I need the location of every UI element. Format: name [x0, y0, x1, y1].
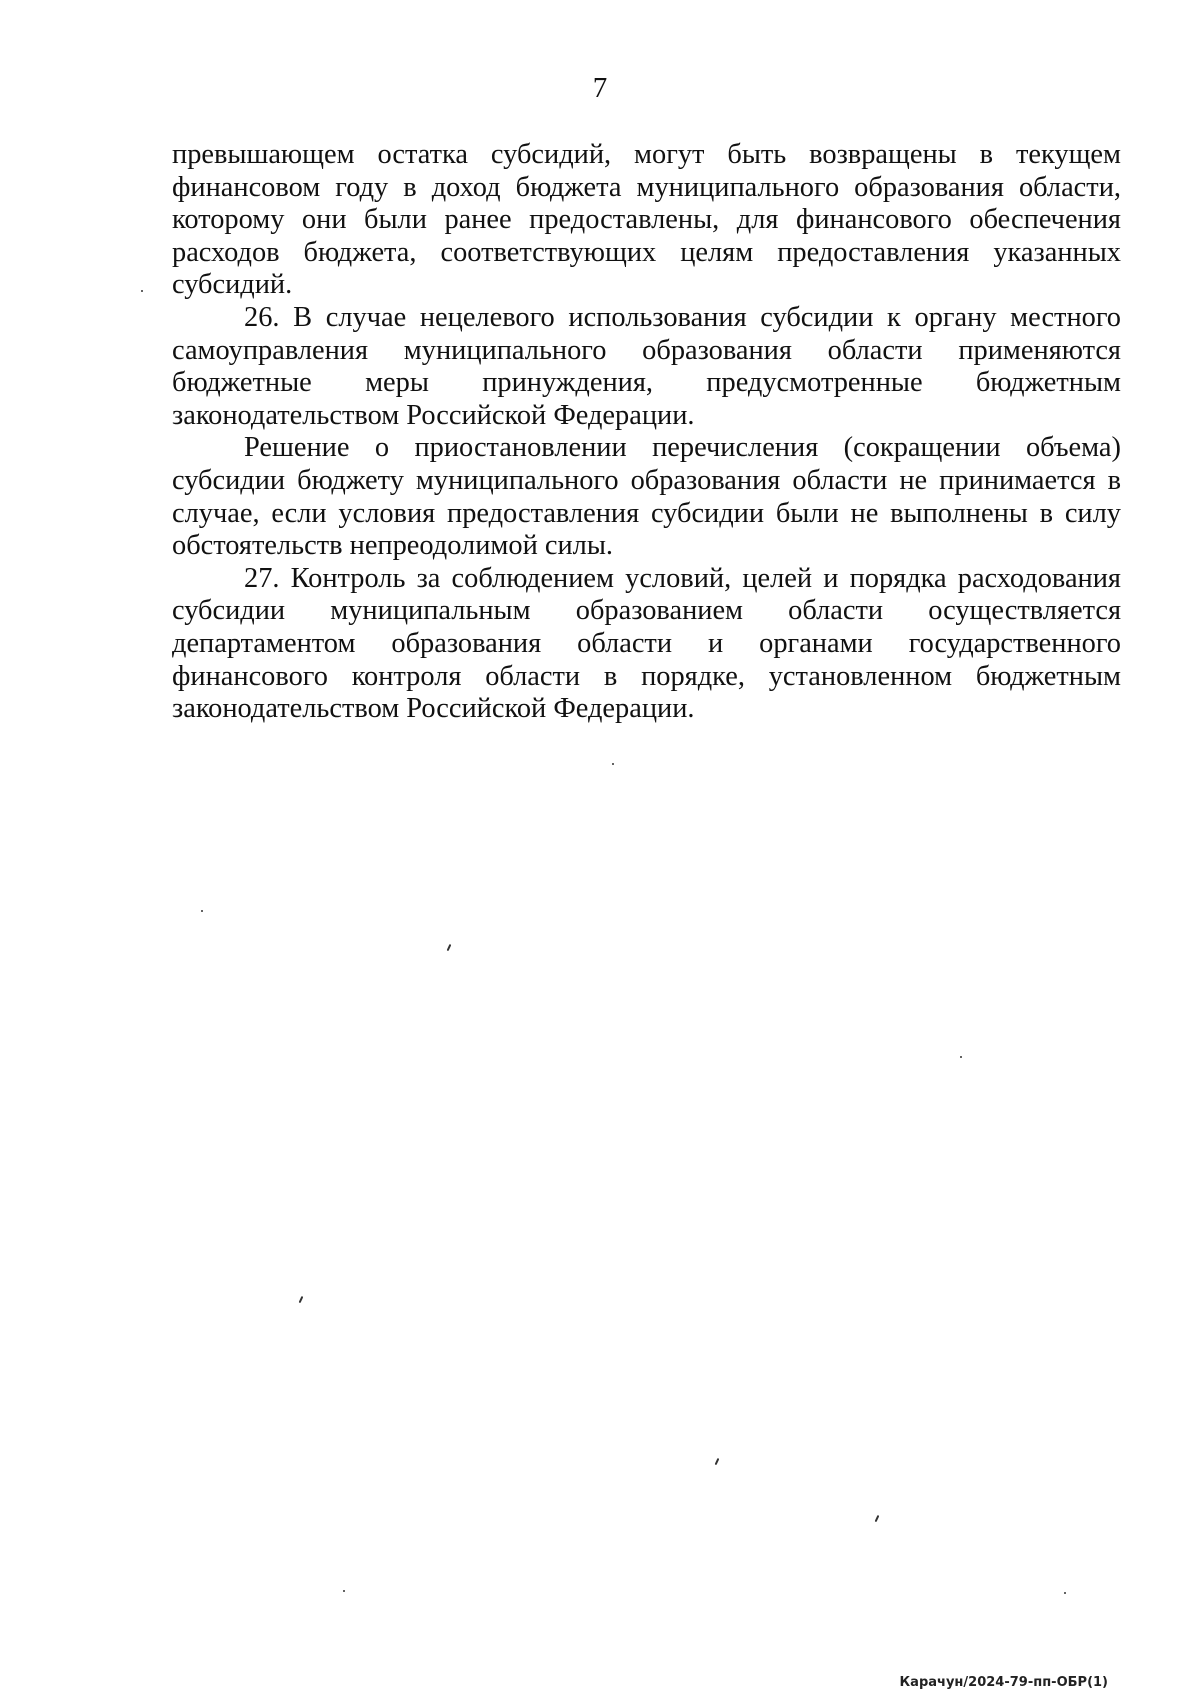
page-number: 7	[592, 72, 608, 104]
paragraph-item-27: 27. Контроль за соблюдением условий, целей и порядка расходования субсидии муниципальным образованием области осуществляется департаментом образования области и органами государственного финансового контроля области в порядке, установленном бюджетным законодательством Российской Федерации.	[172, 562, 1121, 725]
document-body	[172, 139, 1121, 726]
scan-speck	[201, 910, 203, 912]
scan-speck	[1064, 1592, 1066, 1594]
scan-speck	[447, 944, 451, 951]
paragraph-item-26: 26. В случае нецелевого использования субсидии к органу местного самоуправления муниципального образования области применяются бюджетные меры принуждения, предусмотренные бюджетным законодательством Российской Федерации.	[172, 301, 1121, 431]
scan-speck	[141, 290, 143, 292]
scan-speck	[612, 763, 614, 765]
scan-speck	[875, 1515, 879, 1522]
scan-speck	[715, 1458, 719, 1465]
paragraph-continuation: превышающем остатка субсидий, могут быть возвращены в текущем финансовом году в доход бюджета муниципального образования области, которому они были ранее предоставлены, для финансового обеспечения расходов бюджета, соответствующих целям предоставления указанных субсидий.	[172, 139, 1121, 301]
scan-speck	[299, 1296, 303, 1303]
document-registration-code: Карачун/2024-79-пп-ОБР(1)	[899, 1675, 1108, 1690]
paragraph-suspension-decision: Решение о приостановлении перечисления (сокращении объема) субсидии бюджету муниципального образования области не принимается в случае, если условия предоставления субсидии были не выполнены в силу обстоятельств непреодолимой силы.	[172, 432, 1121, 562]
scan-speck	[343, 1590, 345, 1592]
scan-speck	[960, 1056, 962, 1058]
